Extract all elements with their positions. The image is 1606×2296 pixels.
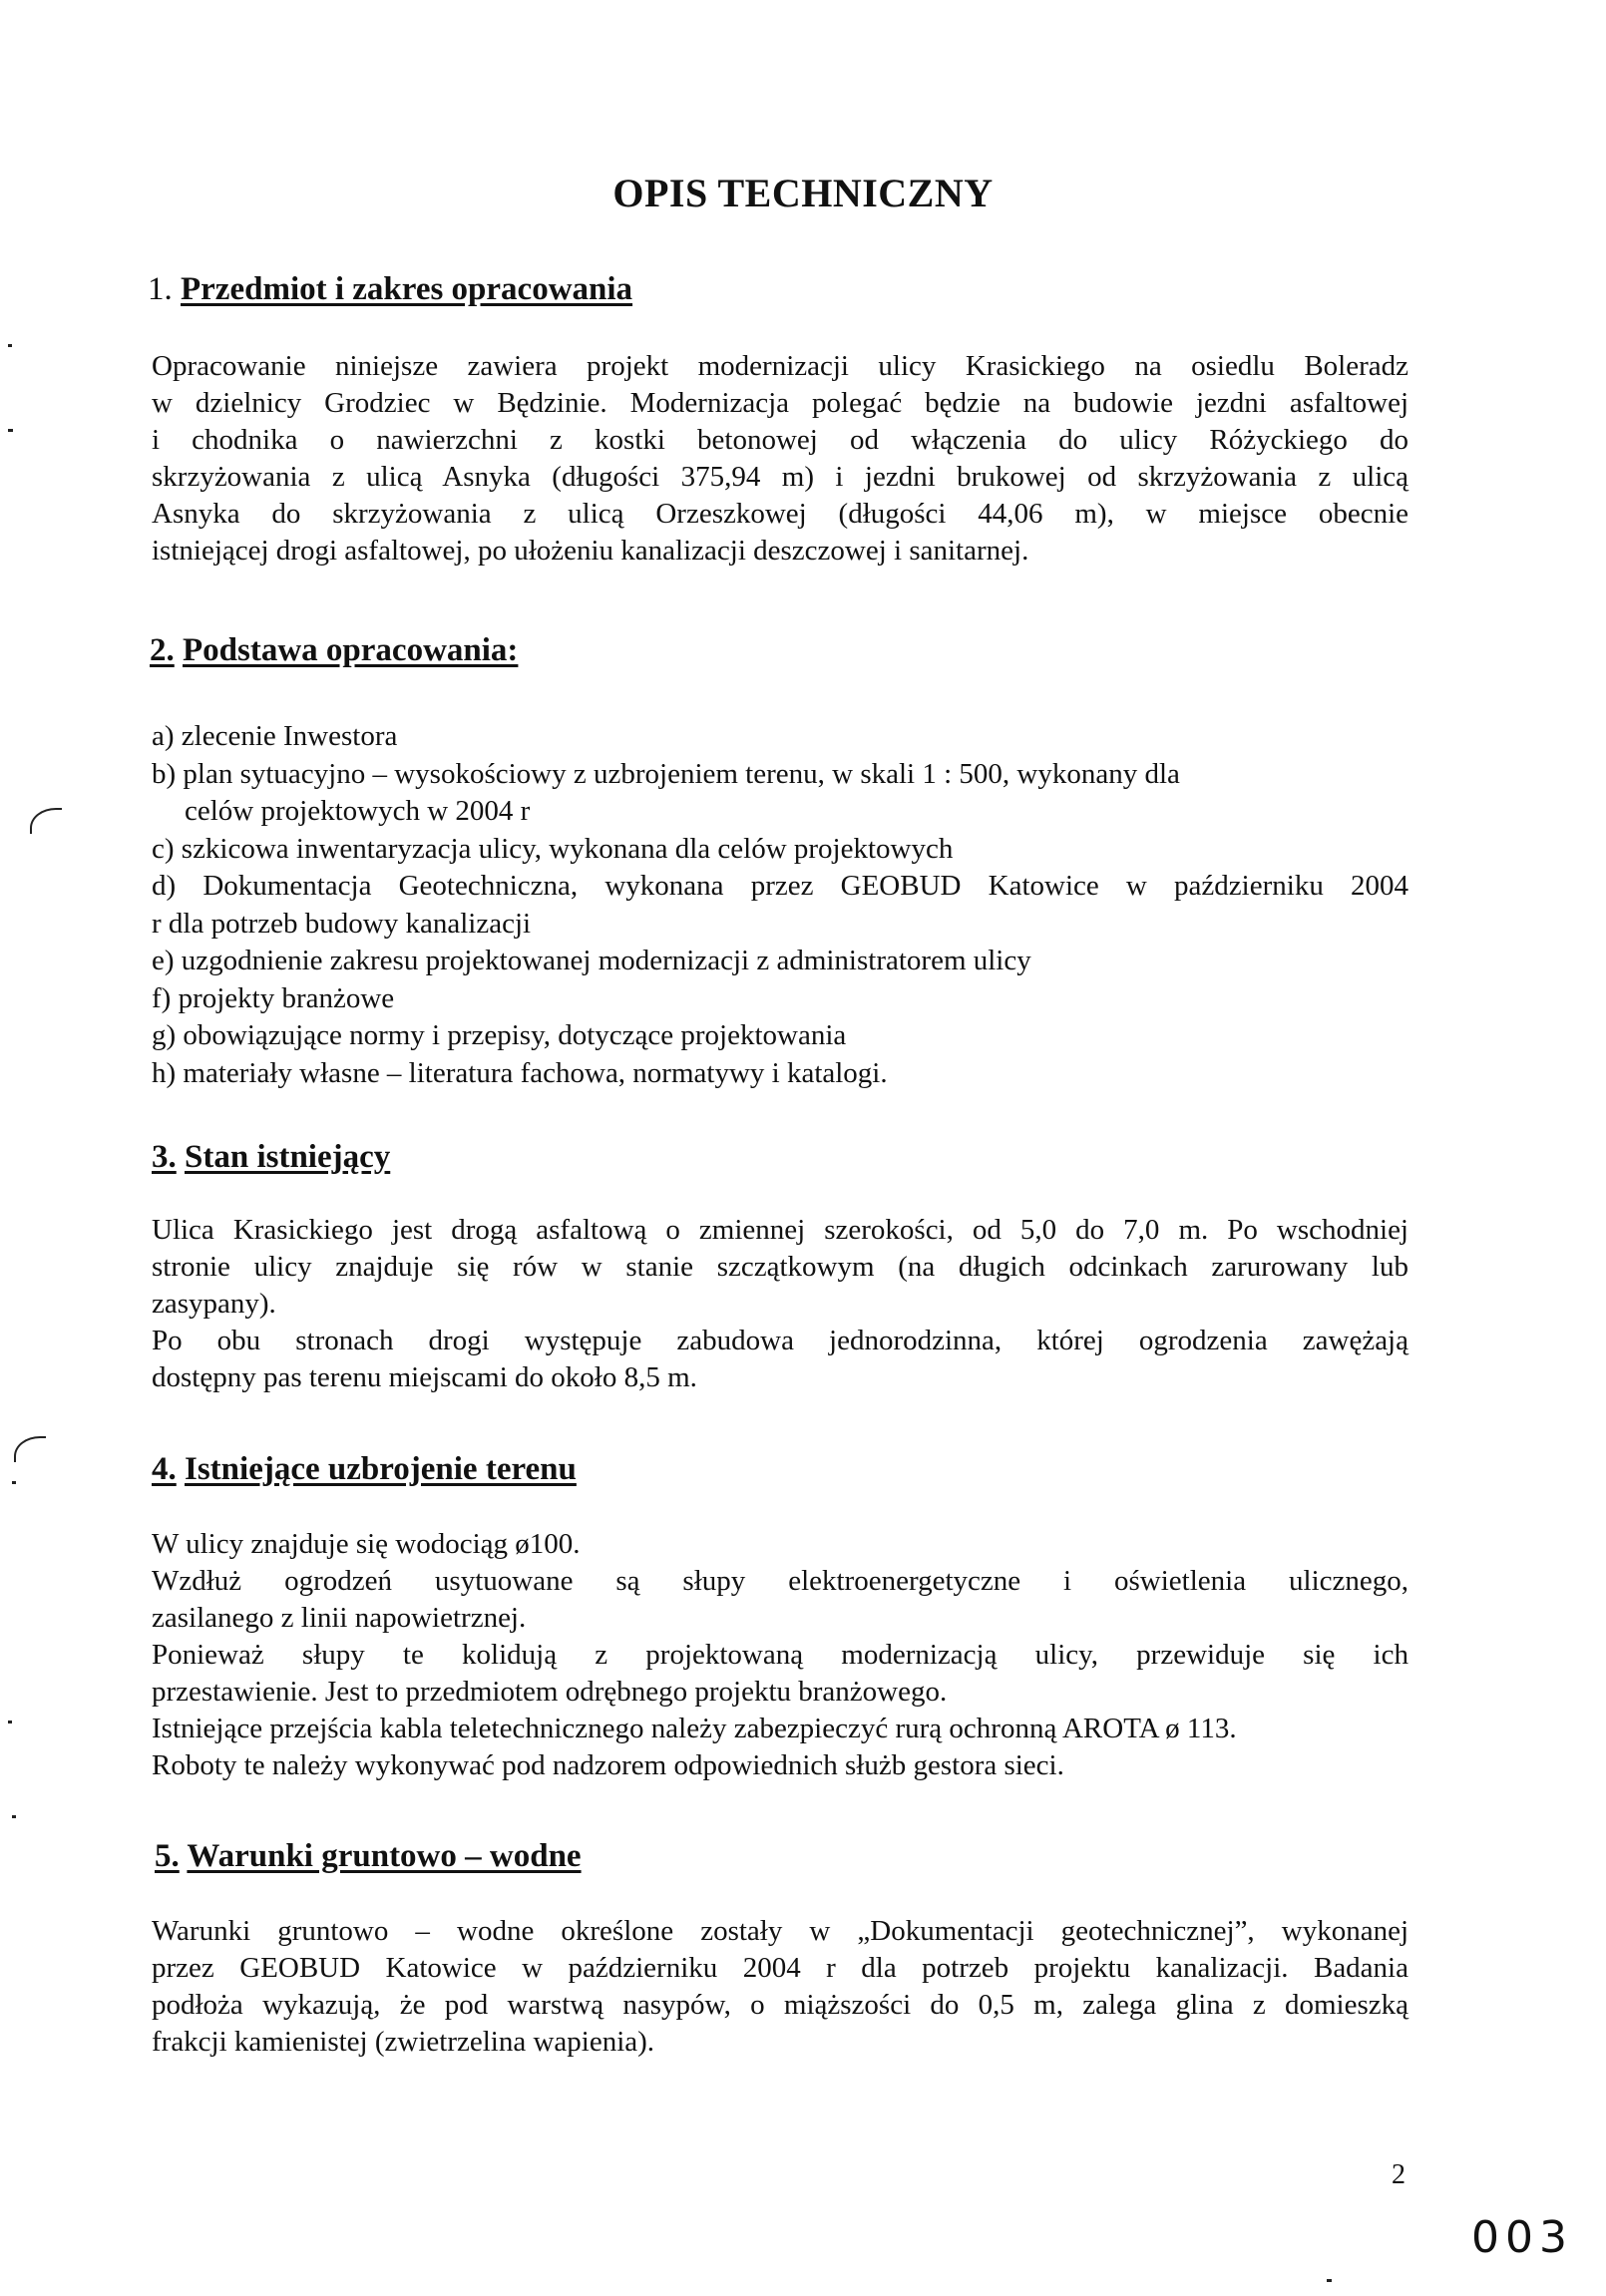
section-3-number: 3. [152,1139,177,1175]
text-line: Ponieważ słupy te kolidują z projektowaną modernizacją ulicy, przewiduje się ich [152,1639,1408,1671]
section-4-text [152,1526,1408,1784]
scan-mark [1327,2279,1332,2282]
binding-hole-mark [30,808,62,834]
section-5-heading [155,1838,582,1875]
text-line: istniejącej drogi asfaltowej, po ułożeniu kanalizacji deszczowej i sanitarnej. [152,535,1029,567]
text-line: Asnyka do skrzyżowania z ulicą Orzeszkowej (długości 44,06 m), w miejsce obecnie [152,498,1408,530]
section-3-text [152,1212,1408,1396]
section-1-title: Przedmiot i zakres opracowania [181,271,633,307]
section-5-title: Warunki gruntowo – wodne [187,1838,582,1874]
text-line: dostępny pas terenu miejscami do około 8,5 m. [152,1361,697,1393]
text-line: przez GEOBUD Katowice w październiku 2004 r dla potrzeb projektu kanalizacji. Badania [152,1952,1408,1984]
text-line: przestawienie. Jest to przedmiotem odrębnego projektu branżowego. [152,1676,948,1708]
list-item: e) uzgodnienie zakresu projektowanej modernizacji z administratorem ulicy [152,945,1031,976]
section-1-text [152,348,1408,570]
section-3-title: Stan istniejący [185,1139,391,1175]
section-2-list [152,718,1408,1092]
scan-mark [8,1721,12,1723]
text-line: Po obu stronach drogi występuje zabudowa jednorodzinna, której ogrodzenia zawężają [152,1325,1408,1356]
section-2-number: 2. [150,632,175,668]
scan-mark [8,344,12,347]
binding-hole-mark [14,1436,46,1462]
text-line: podłoża wykazują, że pod warstwą nasypów, o miąższości do 0,5 m, zalega glina z domieszką [152,1989,1408,2021]
list-item: a) zlecenie Inwestora [152,720,398,752]
list-item: d) Dokumentacja Geotechniczna, wykonana przez GEOBUD Katowice w październiku 2004 [152,870,1408,902]
text-line: skrzyżowania z ulicą Asnyka (długości 375,94 m) i jezdni brukowej od skrzyżowania z ulicą [152,461,1408,493]
text-line: Wzdłuż ogrodzeń usytuowane są słupy elektroenergetyczne i oświetlenia ulicznego, [152,1565,1408,1597]
text-line: zasypany). [152,1288,276,1320]
list-item: g) obowiązujące normy i przepisy, dotyczące projektowania [152,1019,847,1051]
section-2-heading [150,632,518,669]
page-number: 2 [1392,2159,1405,2190]
section-4-heading [152,1451,577,1488]
section-2-title: Podstawa opracowania: [183,632,519,668]
text-line: zasilanego z linii napowietrznej. [152,1602,527,1634]
scan-mark [12,1481,16,1484]
section-5-text [152,1913,1408,2061]
text-line: Warunki gruntowo – wodne określone zostały w „Dokumentacji geotechnicznej”, wykonanej [152,1915,1408,1947]
text-line: i chodnika o nawierzchni z kostki betonowej od włączenia do ulicy Różyckiego do [152,424,1408,456]
list-item-continuation: r dla potrzeb budowy kanalizacji [152,907,532,940]
section-4-number: 4. [152,1451,177,1487]
scan-mark [8,429,13,432]
list-item-continuation: celów projektowych w 2004 r [185,795,531,827]
text-line: Istniejące przejścia kabla teletechnicznego należy zabezpieczyć rurą ochronną AROTA ø 113. [152,1713,1237,1744]
document-title: OPIS TECHNICZNY [612,171,994,215]
section-1-heading [148,271,632,308]
text-line: Roboty te należy wykonywać pod nadzorem odpowiednich służb gestora sieci. [152,1749,1064,1781]
text-line: frakcji kamienistej (zwietrzelina wapienia). [152,2026,655,2058]
list-item: h) materiały własne – literatura fachowa, normatywy i katalogi. [152,1056,888,1089]
list-item: f) projekty branżowe [152,981,395,1014]
list-item: c) szkicowa inwentaryzacja ulicy, wykonana dla celów projektowych [152,832,954,865]
section-5-number: 5. [155,1838,180,1874]
text-line: stronie ulicy znajduje się rów w stanie szczątkowym (na długich odcinkach zarurowany lub [152,1251,1408,1283]
section-3-heading [152,1139,390,1176]
section-4-title: Istniejące uzbrojenie terenu [185,1451,577,1487]
text-line: Ulica Krasickiego jest drogą asfaltową o zmiennej szerokości, od 5,0 do 7,0 m. Po wschodniej [152,1214,1408,1246]
text-line: Opracowanie niniejsze zawiera projekt modernizacji ulicy Krasickiego na osiedlu Boleradz [152,350,1408,382]
text-line: w dzielnicy Grodziec w Będzinie. Modernizacja polegać będzie na budowie jezdni asfaltowej [152,387,1408,419]
archive-stamp-number: 003 [1471,2212,1573,2263]
section-1-number: 1. [148,271,173,307]
text-line: W ulicy znajduje się wodociąg ø100. [152,1528,581,1560]
list-item: b) plan sytuacyjno – wysokościowy z uzbrojeniem terenu, w skali 1 : 500, wykonany dla [152,757,1180,790]
scan-mark [12,1815,16,1818]
